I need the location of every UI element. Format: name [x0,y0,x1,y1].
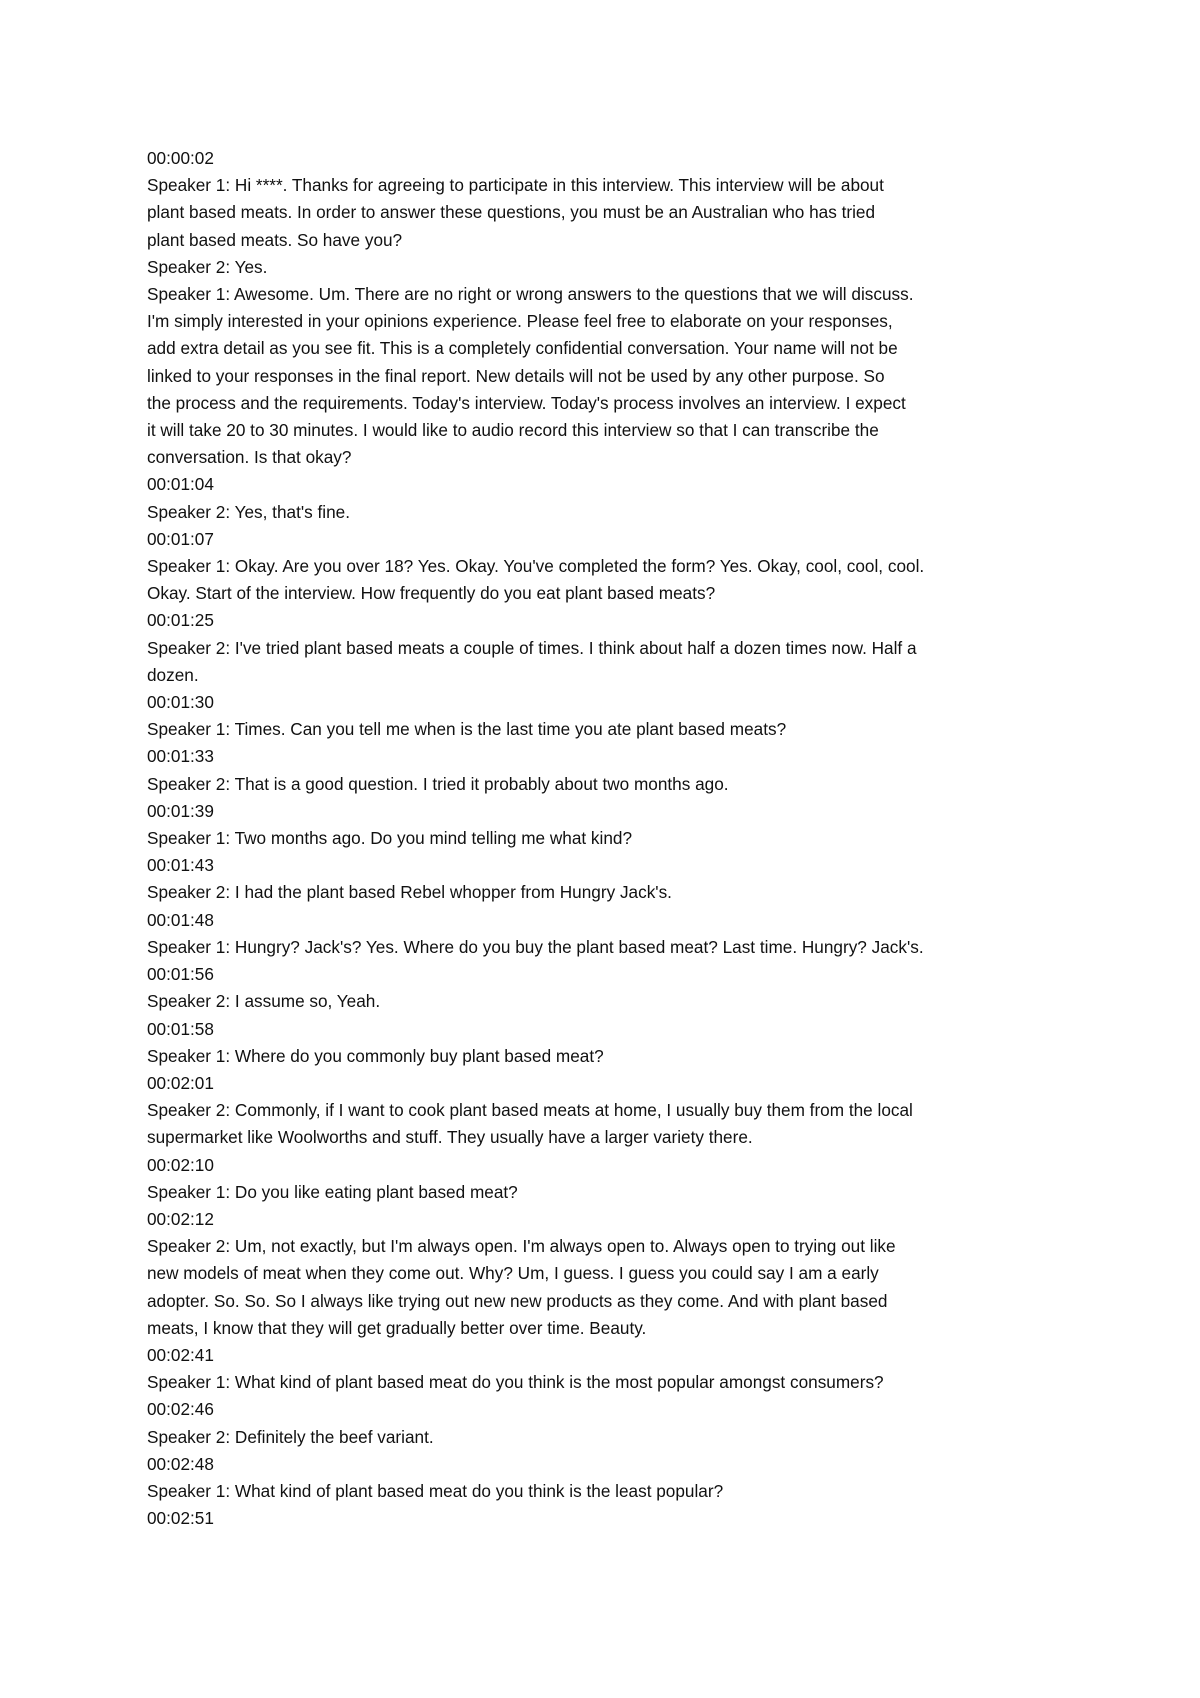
transcript-line: Speaker 1: Where do you commonly buy plant based meat? [147,1045,604,1066]
transcript-line: Speaker 1: What kind of plant based meat do you think is the most popular amongst consumers? [147,1372,884,1393]
timestamp-line: 00:02:51 [147,1508,214,1529]
timestamp-line: 00:01:25 [147,610,214,631]
transcript-line: linked to your responses in the final report. New details will not be used by any other purpose. So [147,365,885,386]
transcript-line: adopter. So. So. So I always like trying out new new products as they come. And with plant based [147,1290,888,1311]
transcript-line: Speaker 2: Definitely the beef variant. [147,1426,434,1447]
timestamp-line: 00:01:04 [147,474,214,495]
timestamp-line: 00:02:01 [147,1072,214,1093]
transcript-line: Speaker 1: Do you like eating plant based meat? [147,1181,518,1202]
timestamp-line: 00:01:56 [147,964,214,985]
timestamp-line: 00:02:46 [147,1399,214,1420]
transcript-line: Speaker 1: Hi ****. Thanks for agreeing to participate in this interview. This interview will be about [147,175,884,196]
timestamp-line: 00:01:07 [147,528,214,549]
transcript-line: Speaker 2: I've tried plant based meats a couple of times. I think about half a dozen times now. Half a [147,637,917,658]
transcript-line: Speaker 2: That is a good question. I tried it probably about two months ago. [147,773,729,794]
timestamp-line: 00:01:33 [147,746,214,767]
transcript-line: meats, I know that they will get gradually better over time. Beauty. [147,1317,647,1338]
transcript-line: the process and the requirements. Today's interview. Today's process involves an interview. I expect [147,392,906,413]
transcript-line: Speaker 1: Hungry? Jack's? Yes. Where do you buy the plant based meat? Last time. Hungry? Jack's. [147,936,924,957]
transcript-line: Speaker 2: Yes, that's fine. [147,501,350,522]
timestamp-line: 00:01:43 [147,855,214,876]
transcript-line: new models of meat when they come out. Why? Um, I guess. I guess you could say I am a early [147,1263,879,1284]
timestamp-line: 00:02:41 [147,1344,214,1365]
timestamp-line: 00:01:30 [147,692,214,713]
transcript-line: add extra detail as you see fit. This is a completely confidential conversation. Your name will not be [147,338,898,359]
transcript-line: Speaker 1: Times. Can you tell me when is the last time you ate plant based meats? [147,719,787,740]
timestamp-line: 00:01:48 [147,909,214,930]
transcript-line: supermarket like Woolworths and stuff. They usually have a larger variety there. [147,1127,753,1148]
transcript-line: it will take 20 to 30 minutes. I would like to audio record this interview so that I can transcribe the [147,420,879,441]
timestamp-line: 00:02:12 [147,1208,214,1229]
transcript-line: Speaker 2: I assume so, Yeah. [147,991,381,1012]
transcript-line: Speaker 2: Um, not exactly, but I'm always open. I'm always open to. Always open to trying out like [147,1236,896,1257]
timestamp-line: 00:02:10 [147,1154,214,1175]
transcript-line: Speaker 1: Okay. Are you over 18? Yes. Okay. You've completed the form? Yes. Okay, cool, cool, cool. [147,556,925,577]
transcript-line: Speaker 1: Two months ago. Do you mind telling me what kind? [147,828,633,849]
transcript-line: Speaker 1: Awesome. Um. There are no right or wrong answers to the questions that we will discuss. [147,284,914,305]
transcript-line: Okay. Start of the interview. How frequently do you eat plant based meats? [147,583,716,604]
transcript-line: Speaker 1: What kind of plant based meat do you think is the least popular? [147,1480,724,1501]
timestamp-line: 00:00:02 [147,148,214,168]
transcript-line: Speaker 2: Commonly, if I want to cook plant based meats at home, I usually buy them from the local [147,1100,913,1121]
timestamp-line: 00:01:58 [147,1018,214,1039]
timestamp-line: 00:02:48 [147,1453,214,1474]
timestamp-line: 00:01:39 [147,800,214,821]
transcript-line: Speaker 2: I had the plant based Rebel whopper from Hungry Jack's. [147,882,672,903]
transcript-line: conversation. Is that okay? [147,447,352,468]
transcript-line: plant based meats. So have you? [147,229,403,250]
transcript-line: I'm simply interested in your opinions experience. Please feel free to elaborate on your responses, [147,311,893,332]
interview-transcript [147,145,1082,1532]
transcript-line: dozen. [147,664,199,685]
transcript-line: plant based meats. In order to answer these questions, you must be an Australian who has tried [147,202,876,223]
transcript-line: Speaker 2: Yes. [147,256,268,277]
